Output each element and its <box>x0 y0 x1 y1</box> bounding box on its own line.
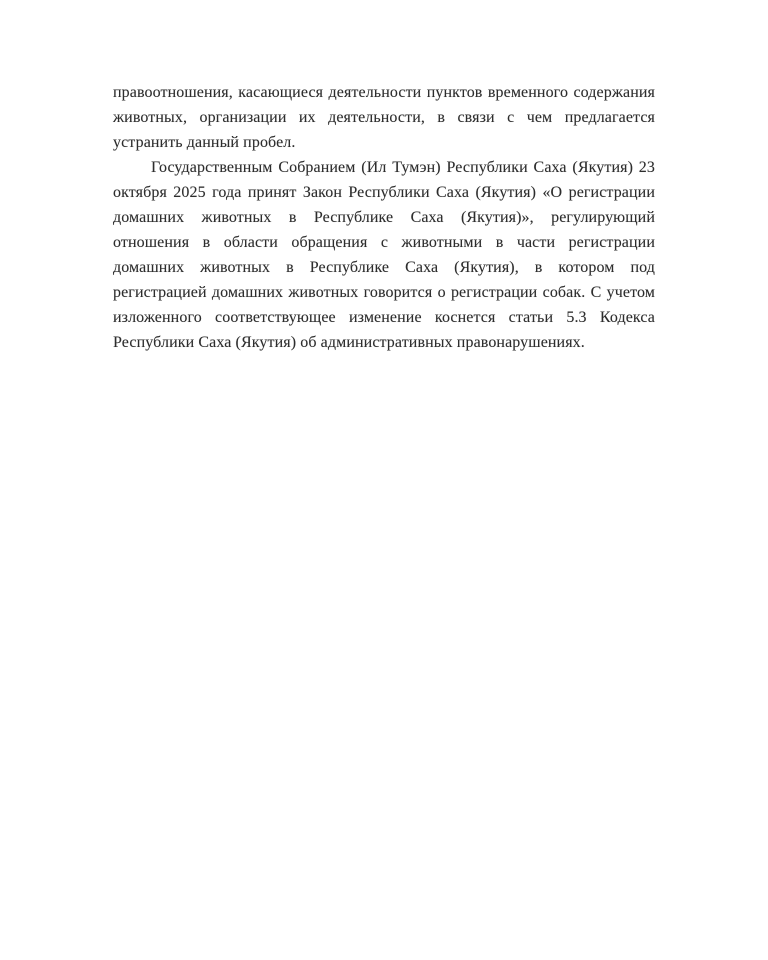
paragraph: правоотношения, касающиеся деятельности пунктов временного содержания животных, организации их деятельности, в связи с чем предлагается устранить данный пробел. <box>113 84 655 151</box>
document-text-block <box>113 80 655 355</box>
paragraph: Государственным Собранием (Ил Тумэн) Республики Саха (Якутия) 23 октября 2025 года принят Закон Республики Саха (Якутия) «О регистрации домашних животных в Республике Саха (Якутия)», регулирующий отношения в области обращения с животными в части регистрации домашних животных в Республике Саха (Якутия), в котором под регистрацией домашних животных говорится о регистрации собак. С учетом изложенного соответствующее изменение коснется статьи 5.3 Кодекса Республики Саха (Якутия) об административных правонарушениях. <box>113 159 655 351</box>
